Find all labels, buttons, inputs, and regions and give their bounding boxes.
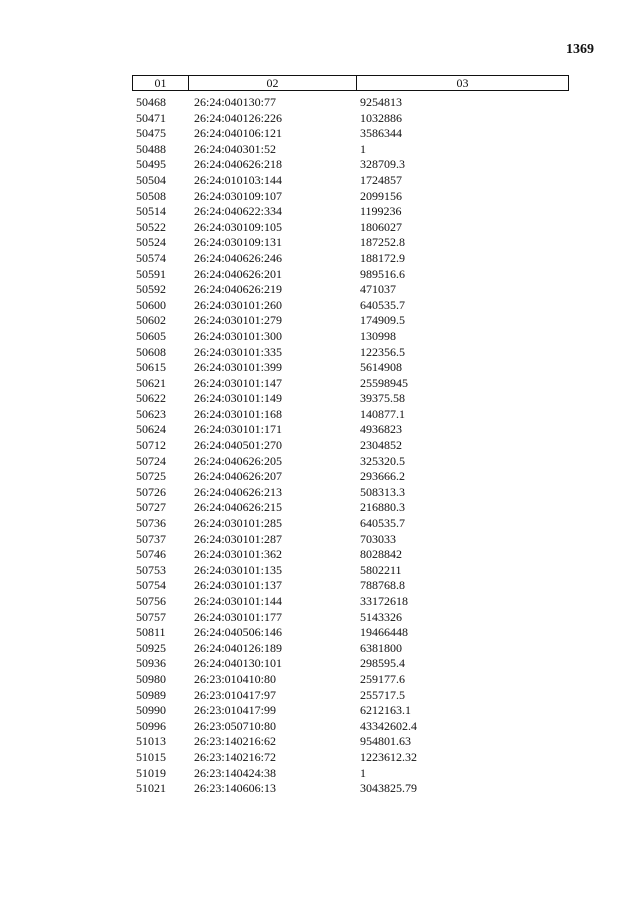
table-cell-col-02: 26:24:030101:135 <box>194 562 283 577</box>
table-row <box>0 220 640 236</box>
table-row <box>0 142 640 158</box>
table-cell-col-01: 50471 <box>136 110 166 125</box>
table-cell-col-03: 25598945 <box>360 375 408 390</box>
table-cell-col-03: 954801.63 <box>360 734 411 749</box>
table-cell-col-02: 26:23:140424:38 <box>194 765 277 780</box>
table-cell-col-02: 26:24:030101:171 <box>194 422 283 437</box>
table-cell-col-02: 26:24:030101:335 <box>194 344 283 359</box>
table-row <box>0 781 640 797</box>
table-row <box>0 204 640 220</box>
table-cell-col-01: 50712 <box>136 438 166 453</box>
table-cell-col-03: 33172618 <box>360 594 408 608</box>
table-cell-col-02: 26:24:040626:219 <box>194 282 283 297</box>
header-col-02: 02 <box>189 76 357 90</box>
table-cell-col-02: 26:23:010417:97 <box>194 687 277 702</box>
page-number: 1369 <box>566 42 594 57</box>
table-cell-col-01: 50754 <box>136 578 166 593</box>
table-cell-col-03: 122356.5 <box>360 344 405 359</box>
table-cell-col-02: 26:24:030101:168 <box>194 406 283 421</box>
table-cell-col-01: 50980 <box>136 671 166 686</box>
table-cell-col-01: 50488 <box>136 141 166 156</box>
table-cell-col-02: 26:23:050710:80 <box>194 718 277 733</box>
table-cell-col-02: 26:24:040126:189 <box>194 640 283 655</box>
table-cell-col-03: 298595.4 <box>360 656 405 671</box>
table-cell-col-02: 26:24:030101:137 <box>194 578 283 593</box>
table-row <box>0 345 640 361</box>
table-row <box>0 625 640 641</box>
table-cell-col-01: 50504 <box>136 172 166 187</box>
table-cell-col-01: 51013 <box>136 734 166 749</box>
table-cell-col-03: 328709.3 <box>360 157 405 172</box>
table-cell-col-03: 1199236 <box>360 204 402 219</box>
table-row <box>0 376 640 392</box>
table-cell-col-01: 50524 <box>136 235 166 250</box>
table-cell-col-01: 50623 <box>136 406 166 421</box>
table-cell-col-03: 1 <box>360 765 366 780</box>
table-cell-col-02: 26:24:030109:131 <box>194 235 283 250</box>
table-cell-col-03: 8028842 <box>360 547 402 562</box>
table-row <box>0 282 640 298</box>
table-row <box>0 594 640 610</box>
table-row <box>0 703 640 719</box>
table-cell-col-02: 26:24:040626:213 <box>194 484 283 499</box>
table-cell-col-01: 50990 <box>136 703 166 718</box>
table-cell-col-02: 26:24:040501:270 <box>194 438 283 453</box>
table-cell-col-01: 50746 <box>136 547 166 562</box>
table-cell-col-01: 50514 <box>136 204 166 219</box>
table-row <box>0 469 640 485</box>
table-cell-col-01: 50602 <box>136 313 166 328</box>
table-row <box>0 422 640 438</box>
table-row <box>0 610 640 626</box>
table-cell-col-01: 50574 <box>136 250 166 265</box>
table-cell-col-01: 50508 <box>136 188 166 203</box>
table-cell-col-02: 26:24:040626:205 <box>194 453 283 468</box>
table-row <box>0 750 640 766</box>
table-cell-col-01: 50996 <box>136 718 166 733</box>
table-cell-col-02: 26:24:040626:218 <box>194 157 283 172</box>
table-cell-col-03: 5614908 <box>360 360 402 375</box>
table-cell-col-03: 140877.1 <box>360 406 405 421</box>
table-cell-col-01: 50989 <box>136 687 166 702</box>
table-row <box>0 298 640 314</box>
table-row <box>0 313 640 329</box>
table-row <box>0 719 640 735</box>
table-cell-col-01: 51019 <box>136 765 166 780</box>
table-row <box>0 111 640 127</box>
table-cell-col-02: 26:24:030101:177 <box>194 609 283 624</box>
table-body <box>0 95 640 797</box>
table-row <box>0 267 640 283</box>
table-cell-col-02: 26:24:040130:77 <box>194 95 277 109</box>
table-cell-col-03: 703033 <box>360 531 396 546</box>
table-row <box>0 688 640 704</box>
table-cell-col-02: 26:24:040301:52 <box>194 141 277 156</box>
table-cell-col-02: 26:24:040106:121 <box>194 126 283 141</box>
table-row <box>0 656 640 672</box>
table-cell-col-02: 26:23:010417:99 <box>194 703 277 718</box>
table-cell-col-01: 50936 <box>136 656 166 671</box>
table-cell-col-02: 26:24:040622:334 <box>194 204 283 219</box>
table-cell-col-02: 26:24:030101:287 <box>194 531 283 546</box>
table-row <box>0 578 640 594</box>
table-cell-col-01: 51021 <box>136 781 166 796</box>
table-row <box>0 485 640 501</box>
table-cell-col-02: 26:23:140606:13 <box>194 781 277 796</box>
table-cell-col-02: 26:24:030109:107 <box>194 188 283 203</box>
table-row <box>0 407 640 423</box>
table-row <box>0 563 640 579</box>
table-cell-col-03: 3586344 <box>360 126 402 141</box>
table-cell-col-03: 640535.7 <box>360 297 405 312</box>
table-cell-col-03: 4936823 <box>360 422 402 437</box>
table-cell-col-03: 2099156 <box>360 188 402 203</box>
table-cell-col-03: 9254813 <box>360 95 402 109</box>
table-row <box>0 173 640 189</box>
table-cell-col-01: 51015 <box>136 749 166 764</box>
table-cell-col-01: 50726 <box>136 484 166 499</box>
table-cell-col-03: 1032886 <box>360 110 402 125</box>
table-cell-col-02: 26:24:030101:147 <box>194 375 283 390</box>
table-row <box>0 235 640 251</box>
table-cell-col-02: 26:24:040626:201 <box>194 266 283 281</box>
table-cell-col-03: 255717.5 <box>360 687 405 702</box>
table-cell-col-03: 508313.3 <box>360 484 405 499</box>
table-cell-col-01: 50757 <box>136 609 166 624</box>
table-cell-col-03: 293666.2 <box>360 469 405 484</box>
table-cell-col-01: 50615 <box>136 360 166 375</box>
table-cell-col-01: 50811 <box>136 625 166 640</box>
table-cell-col-01: 50727 <box>136 500 166 515</box>
table-cell-col-01: 50736 <box>136 516 166 531</box>
table-cell-col-03: 259177.6 <box>360 671 405 686</box>
table-cell-col-02: 26:24:030109:105 <box>194 219 283 234</box>
table-cell-col-01: 50756 <box>136 594 166 608</box>
table-cell-col-03: 3043825.79 <box>360 781 417 796</box>
table-cell-col-02: 26:24:040130:101 <box>194 656 283 671</box>
table-cell-col-03: 325320.5 <box>360 453 405 468</box>
table-row <box>0 516 640 532</box>
table-cell-col-03: 5143326 <box>360 609 402 624</box>
table-row <box>0 641 640 657</box>
header-col-01: 01 <box>133 76 189 90</box>
table-row <box>0 329 640 345</box>
table-cell-col-03: 19466448 <box>360 625 408 640</box>
table-row <box>0 672 640 688</box>
table-row <box>0 95 640 111</box>
table-cell-col-03: 130998 <box>360 328 396 343</box>
table-cell-col-03: 188172.9 <box>360 250 405 265</box>
table-cell-col-02: 26:24:030101:149 <box>194 391 283 406</box>
table-cell-col-01: 50724 <box>136 453 166 468</box>
table-cell-col-01: 50608 <box>136 344 166 359</box>
table-cell-col-03: 640535.7 <box>360 516 405 531</box>
table-cell-col-01: 50605 <box>136 328 166 343</box>
table-cell-col-02: 26:24:030101:279 <box>194 313 283 328</box>
table-cell-col-01: 50753 <box>136 562 166 577</box>
table-cell-col-03: 989516.6 <box>360 266 405 281</box>
table-cell-col-01: 50522 <box>136 219 166 234</box>
table-cell-col-02: 26:24:030101:285 <box>194 516 283 531</box>
table-row <box>0 454 640 470</box>
table-cell-col-01: 50468 <box>136 95 166 109</box>
table-row <box>0 547 640 563</box>
table-cell-col-02: 26:24:040626:246 <box>194 250 283 265</box>
table-cell-col-02: 26:23:140216:62 <box>194 734 277 749</box>
table-cell-col-02: 26:24:040626:207 <box>194 469 283 484</box>
table-cell-col-02: 26:24:030101:300 <box>194 328 283 343</box>
table-row <box>0 532 640 548</box>
table-row <box>0 734 640 750</box>
table-cell-col-03: 1806027 <box>360 219 402 234</box>
table-row <box>0 360 640 376</box>
table-cell-col-02: 26:24:030101:260 <box>194 297 283 312</box>
table-cell-col-03: 174909.5 <box>360 313 405 328</box>
table-cell-col-03: 6212163.1 <box>360 703 411 718</box>
table-row <box>0 251 640 267</box>
table-cell-col-01: 50925 <box>136 640 166 655</box>
table-cell-col-03: 471037 <box>360 282 396 297</box>
table-cell-col-02: 26:24:040126:226 <box>194 110 283 125</box>
table-header <box>132 75 569 91</box>
table-cell-col-03: 39375.58 <box>360 391 405 406</box>
table-cell-col-02: 26:24:040626:215 <box>194 500 283 515</box>
table-cell-col-01: 50737 <box>136 531 166 546</box>
table-cell-col-03: 1223612.32 <box>360 749 417 764</box>
table-cell-col-01: 50624 <box>136 422 166 437</box>
table-cell-col-03: 1724857 <box>360 172 402 187</box>
table-cell-col-01: 50591 <box>136 266 166 281</box>
header-col-03: 03 <box>456 76 469 90</box>
table-cell-col-02: 26:24:030101:362 <box>194 547 283 562</box>
table-row <box>0 126 640 142</box>
table-cell-col-03: 788768.8 <box>360 578 405 593</box>
table-cell-col-03: 187252.8 <box>360 235 405 250</box>
table-row <box>0 391 640 407</box>
table-cell-col-01: 50600 <box>136 297 166 312</box>
table-cell-col-03: 6381800 <box>360 640 402 655</box>
table-cell-col-02: 26:24:030101:399 <box>194 360 283 375</box>
table-cell-col-01: 50622 <box>136 391 166 406</box>
table-row <box>0 157 640 173</box>
table-cell-col-03: 1 <box>360 141 366 156</box>
table-cell-col-02: 26:24:040506:146 <box>194 625 283 640</box>
table-cell-col-01: 50621 <box>136 375 166 390</box>
table-cell-col-01: 50592 <box>136 282 166 297</box>
table-cell-col-03: 43342602.4 <box>360 718 417 733</box>
table-cell-col-01: 50725 <box>136 469 166 484</box>
table-cell-col-02: 26:24:030101:144 <box>194 594 283 608</box>
table-row <box>0 500 640 516</box>
table-cell-col-01: 50475 <box>136 126 166 141</box>
table-cell-col-02: 26:24:010103:144 <box>194 172 283 187</box>
table-row <box>0 766 640 782</box>
table-cell-col-02: 26:23:140216:72 <box>194 749 277 764</box>
table-cell-col-02: 26:23:010410:80 <box>194 671 277 686</box>
table-cell-col-03: 5802211 <box>360 562 402 577</box>
table-row <box>0 189 640 205</box>
table-row <box>0 438 640 454</box>
table-cell-col-03: 216880.3 <box>360 500 405 515</box>
table-cell-col-03: 2304852 <box>360 438 402 453</box>
table-cell-col-01: 50495 <box>136 157 166 172</box>
